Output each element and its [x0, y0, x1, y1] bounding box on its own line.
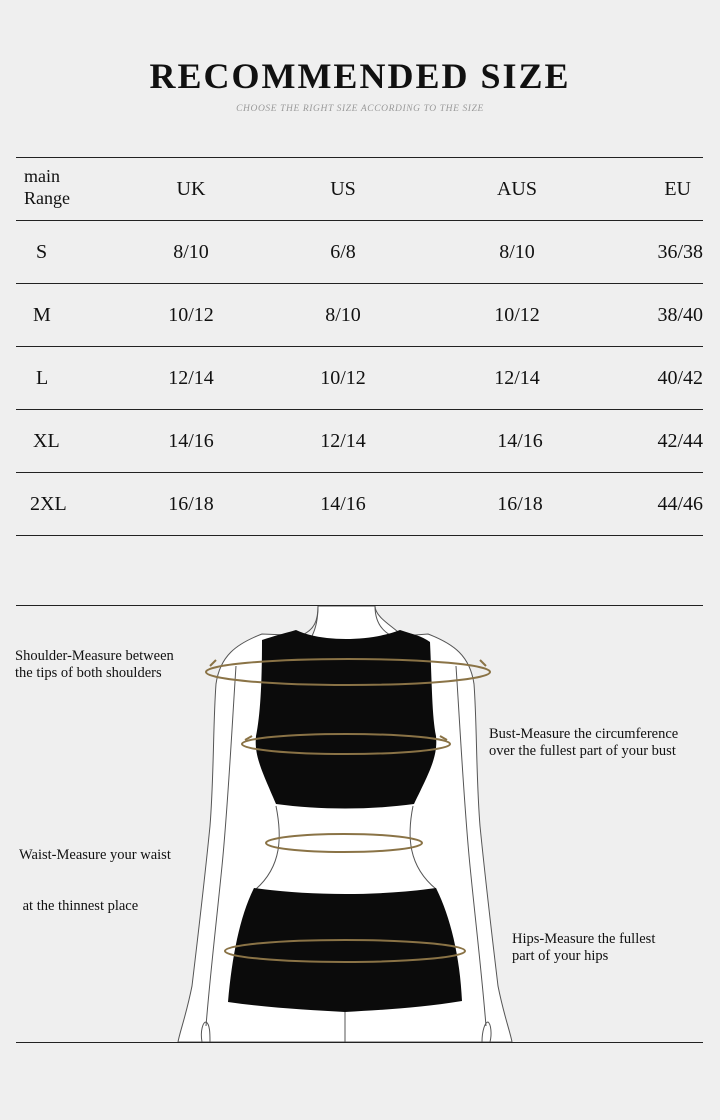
- uk-cell: 14/16: [168, 430, 214, 452]
- eu-cell: 44/46: [657, 493, 703, 515]
- aus-cell: 8/10: [499, 241, 535, 263]
- table-row: [16, 221, 703, 284]
- shorts: [228, 888, 462, 1012]
- hips-note: Hips-Measure the fullest part of your hips: [512, 931, 656, 964]
- uk-cell: 12/14: [168, 367, 214, 389]
- us-cell: 10/12: [320, 367, 366, 389]
- header-main-range: main Range: [24, 166, 70, 208]
- us-cell: 6/8: [330, 241, 356, 263]
- table-row: [16, 347, 703, 410]
- aus-cell: 16/18: [497, 493, 543, 515]
- uk-cell: 16/18: [168, 493, 214, 515]
- header-us: US: [330, 178, 356, 200]
- aus-cell: 14/16: [497, 430, 543, 452]
- table-row: [16, 410, 703, 473]
- eu-cell: 38/40: [657, 304, 703, 326]
- eu-cell: 42/44: [657, 430, 703, 452]
- us-cell: 8/10: [325, 304, 361, 326]
- us-cell: 12/14: [320, 430, 366, 452]
- aus-cell: 10/12: [494, 304, 540, 326]
- header-uk: UK: [176, 178, 206, 200]
- aus-cell: 12/14: [494, 367, 540, 389]
- waist-note: Waist-Measure your waist at the thinnest place: [19, 847, 171, 914]
- size-cell: 2XL: [30, 493, 67, 515]
- header-eu: EU: [664, 178, 691, 200]
- size-cell: S: [36, 241, 48, 263]
- uk-cell: 10/12: [168, 304, 214, 326]
- eu-cell: 40/42: [657, 367, 703, 389]
- table-row: [16, 473, 703, 536]
- us-cell: 14/16: [320, 493, 366, 515]
- size-cell: XL: [33, 430, 60, 452]
- table-row: [16, 284, 703, 347]
- header-aus: AUS: [496, 178, 537, 200]
- size-cell: L: [36, 367, 49, 389]
- uk-cell: 8/10: [173, 241, 209, 263]
- eu-cell: 36/38: [657, 241, 703, 263]
- crop-top: [256, 630, 437, 809]
- size-cell: M: [33, 304, 51, 326]
- guide-bottom-divider: [16, 1042, 703, 1043]
- shoulder-note: Shoulder-Measure between the tips of both shoulders: [15, 648, 174, 681]
- table-header-row: [16, 158, 703, 221]
- bust-note: Bust-Measure the circumference over the fullest part of your bust: [489, 726, 679, 759]
- page-title: RECOMMENDED SIZE: [149, 56, 571, 96]
- size-table: [16, 157, 703, 536]
- page-subtitle: CHOOSE THE RIGHT SIZE ACCORDING TO THE SIZE: [236, 104, 484, 114]
